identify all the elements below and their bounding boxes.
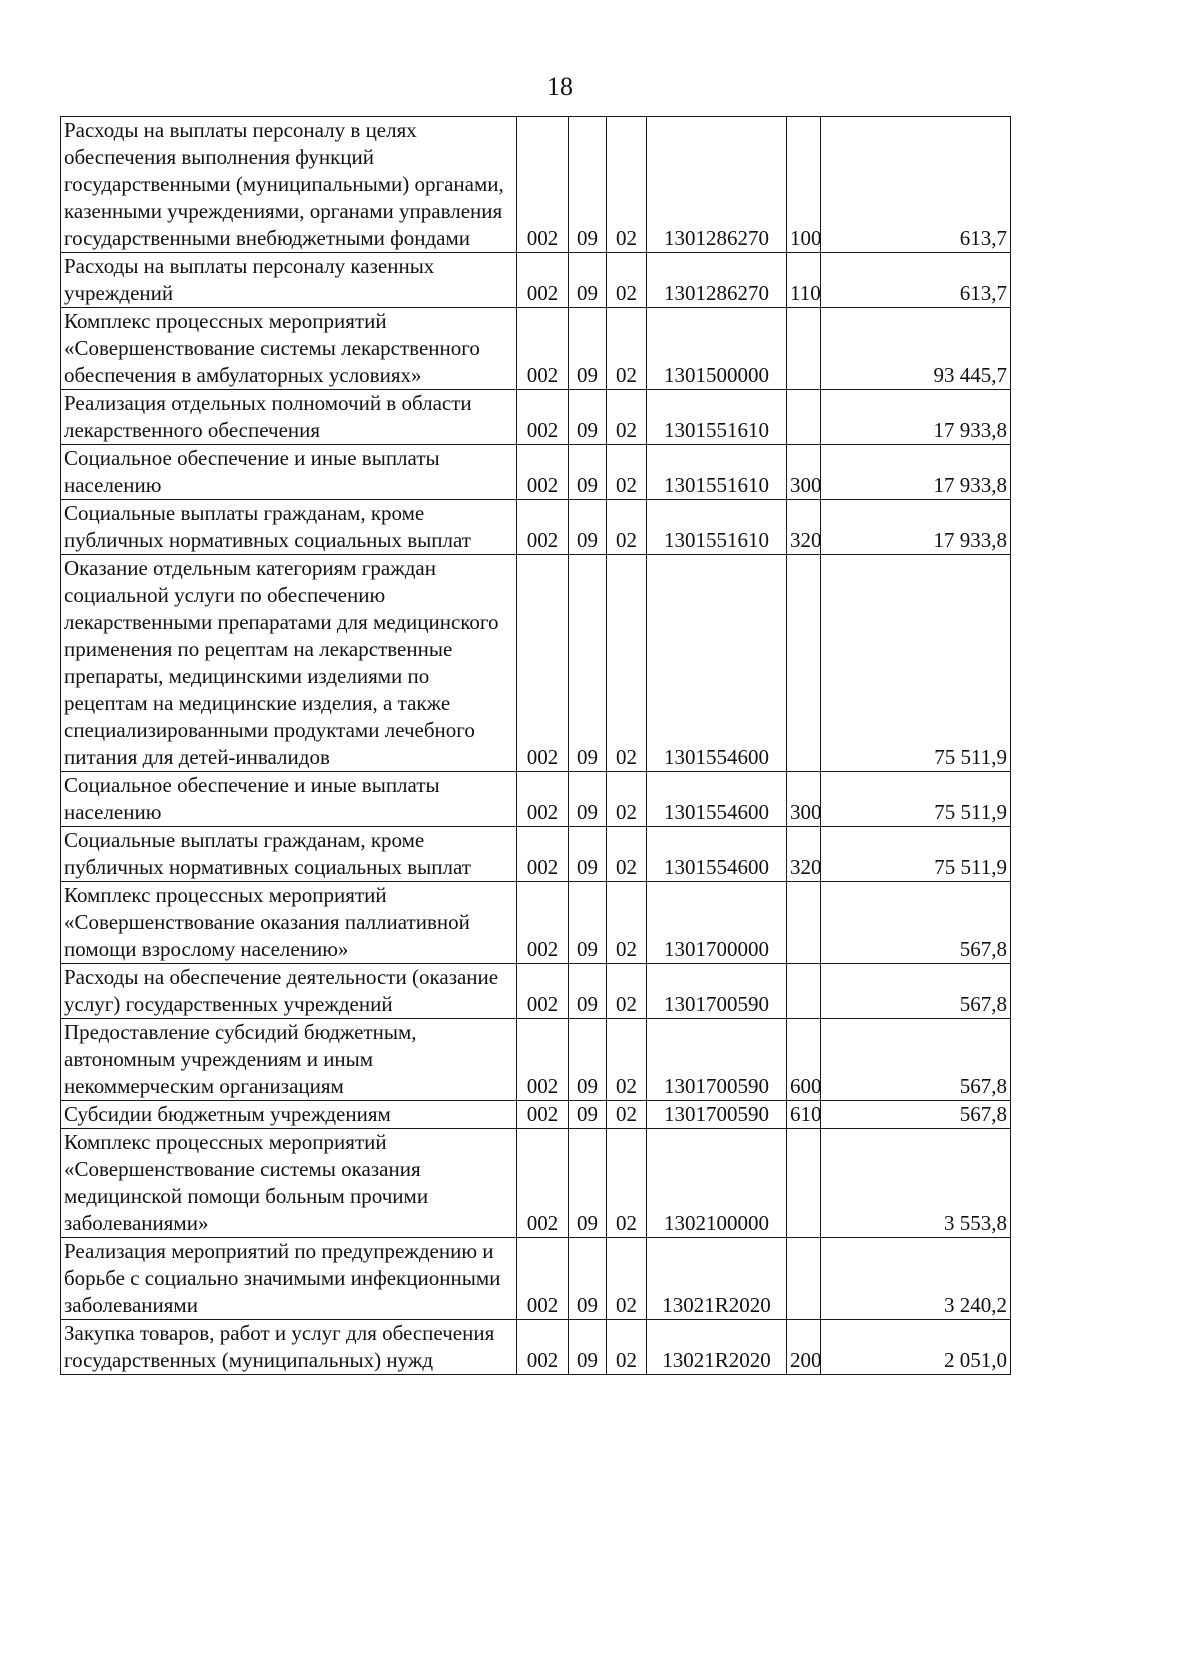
- row-name: Комплекс процессных мероприятий «Совершенствование системы лекарственного обеспечения в амбулаторных условиях»: [61, 308, 517, 390]
- row-name: Социальные выплаты гражданам, кроме публичных нормативных социальных выплат: [61, 500, 517, 555]
- row-name: Расходы на выплаты персоналу в целях обеспечения выполнения функций государственными (муниципальными) органами, казенными учреждениями, органами управления государственными внебюджетными фондами: [61, 117, 517, 253]
- table-row: [61, 964, 1011, 1019]
- row-grbs-code: 002: [517, 1101, 569, 1129]
- table-row: [61, 882, 1011, 964]
- row-grbs-code: 002: [517, 772, 569, 827]
- row-amount: 93 445,7: [821, 308, 1011, 390]
- row-subsection-code: 02: [607, 772, 647, 827]
- row-subsection-code: 02: [607, 882, 647, 964]
- row-expense-type: 320: [787, 500, 821, 555]
- row-expense-type: 320: [787, 827, 821, 882]
- row-subsection-code: 02: [607, 253, 647, 308]
- row-target-article: 1301700590: [647, 964, 787, 1019]
- row-section-code: 09: [569, 964, 607, 1019]
- table-row: [61, 445, 1011, 500]
- row-expense-type: [787, 390, 821, 445]
- row-target-article: 1301551610: [647, 500, 787, 555]
- row-name: Реализация отдельных полномочий в области лекарственного обеспечения: [61, 390, 517, 445]
- row-section-code: 09: [569, 253, 607, 308]
- table-row: [61, 1019, 1011, 1101]
- table-row: [61, 1101, 1011, 1129]
- row-amount: 613,7: [821, 117, 1011, 253]
- table-row: [61, 390, 1011, 445]
- row-expense-type: 100: [787, 117, 821, 253]
- row-target-article: 1301551610: [647, 390, 787, 445]
- row-target-article: 1301700590: [647, 1101, 787, 1129]
- row-subsection-code: 02: [607, 1320, 647, 1375]
- row-target-article: 1301554600: [647, 555, 787, 772]
- row-section-code: 09: [569, 1019, 607, 1101]
- table-row: [61, 308, 1011, 390]
- table-row: [61, 253, 1011, 308]
- row-amount: 17 933,8: [821, 390, 1011, 445]
- row-amount: 567,8: [821, 1019, 1011, 1101]
- page-number: 18: [547, 72, 573, 101]
- row-section-code: 09: [569, 772, 607, 827]
- row-subsection-code: 02: [607, 964, 647, 1019]
- row-grbs-code: 002: [517, 827, 569, 882]
- row-target-article: 1301500000: [647, 308, 787, 390]
- row-expense-type: [787, 308, 821, 390]
- row-section-code: 09: [569, 882, 607, 964]
- row-grbs-code: 002: [517, 308, 569, 390]
- row-grbs-code: 002: [517, 390, 569, 445]
- row-expense-type: 600: [787, 1019, 821, 1101]
- row-subsection-code: 02: [607, 1019, 647, 1101]
- row-expense-type: 110: [787, 253, 821, 308]
- row-name: Расходы на выплаты персоналу казенных учреждений: [61, 253, 517, 308]
- row-expense-type: 610: [787, 1101, 821, 1129]
- row-name: Субсидии бюджетным учреждениям: [61, 1101, 517, 1129]
- row-expense-type: [787, 555, 821, 772]
- row-target-article: 1301286270: [647, 117, 787, 253]
- row-section-code: 09: [569, 1101, 607, 1129]
- row-name: Социальное обеспечение и иные выплаты населению: [61, 772, 517, 827]
- row-expense-type: [787, 882, 821, 964]
- row-subsection-code: 02: [607, 555, 647, 772]
- row-name: Закупка товаров, работ и услуг для обеспечения государственных (муниципальных) нужд: [61, 1320, 517, 1375]
- row-subsection-code: 02: [607, 500, 647, 555]
- row-target-article: 1301700000: [647, 882, 787, 964]
- row-expense-type: [787, 1129, 821, 1238]
- row-grbs-code: 002: [517, 882, 569, 964]
- row-target-article: 1301551610: [647, 445, 787, 500]
- row-section-code: 09: [569, 445, 607, 500]
- row-section-code: 09: [569, 1238, 607, 1320]
- row-section-code: 09: [569, 1129, 607, 1238]
- row-grbs-code: 002: [517, 445, 569, 500]
- row-amount: 613,7: [821, 253, 1011, 308]
- row-name: Расходы на обеспечение деятельности (оказание услуг) государственных учреждений: [61, 964, 517, 1019]
- row-amount: 567,8: [821, 1101, 1011, 1129]
- table-row: [61, 1320, 1011, 1375]
- row-grbs-code: 002: [517, 1320, 569, 1375]
- row-section-code: 09: [569, 390, 607, 445]
- row-expense-type: [787, 1238, 821, 1320]
- row-expense-type: [787, 964, 821, 1019]
- row-subsection-code: 02: [607, 308, 647, 390]
- row-amount: 567,8: [821, 964, 1011, 1019]
- row-amount: 3 553,8: [821, 1129, 1011, 1238]
- row-target-article: 1301554600: [647, 827, 787, 882]
- row-amount: 75 511,9: [821, 555, 1011, 772]
- table-row: [61, 1238, 1011, 1320]
- row-name: Оказание отдельным категориям граждан социальной услуги по обеспечению лекарственными препаратами для медицинского применения по рецептам на лекарственные препараты, медицинскими изделиями по рецептам на медицинские изделия, а также специализированными продуктами лечебного питания для детей-инвалидов: [61, 555, 517, 772]
- row-target-article: 1302100000: [647, 1129, 787, 1238]
- row-expense-type: 300: [787, 772, 821, 827]
- row-subsection-code: 02: [607, 1238, 647, 1320]
- row-amount: 567,8: [821, 882, 1011, 964]
- table-row: [61, 1129, 1011, 1238]
- row-name: Социальное обеспечение и иные выплаты населению: [61, 445, 517, 500]
- row-expense-type: 200: [787, 1320, 821, 1375]
- row-grbs-code: 002: [517, 1238, 569, 1320]
- table-row: [61, 500, 1011, 555]
- row-expense-type: 300: [787, 445, 821, 500]
- row-name: Предоставление субсидий бюджетным, автономным учреждениям и иным некоммерческим организациям: [61, 1019, 517, 1101]
- row-grbs-code: 002: [517, 964, 569, 1019]
- row-name: Комплекс процессных мероприятий «Совершенствование оказания паллиативной помощи взрослому населению»: [61, 882, 517, 964]
- table-row: [61, 117, 1011, 253]
- row-amount: 17 933,8: [821, 445, 1011, 500]
- row-amount: 75 511,9: [821, 827, 1011, 882]
- row-section-code: 09: [569, 117, 607, 253]
- row-target-article: 1301700590: [647, 1019, 787, 1101]
- row-amount: 3 240,2: [821, 1238, 1011, 1320]
- row-grbs-code: 002: [517, 1019, 569, 1101]
- row-section-code: 09: [569, 555, 607, 772]
- row-grbs-code: 002: [517, 555, 569, 772]
- row-subsection-code: 02: [607, 1129, 647, 1238]
- row-grbs-code: 002: [517, 1129, 569, 1238]
- table-row: [61, 827, 1011, 882]
- row-section-code: 09: [569, 1320, 607, 1375]
- row-section-code: 09: [569, 308, 607, 390]
- row-section-code: 09: [569, 500, 607, 555]
- row-target-article: 13021R2020: [647, 1238, 787, 1320]
- table-row: [61, 772, 1011, 827]
- row-name: Комплекс процессных мероприятий «Совершенствование системы оказания медицинской помощи больным прочими заболеваниями»: [61, 1129, 517, 1238]
- row-subsection-code: 02: [607, 827, 647, 882]
- row-target-article: 1301286270: [647, 253, 787, 308]
- row-amount: 75 511,9: [821, 772, 1011, 827]
- row-name: Реализация мероприятий по предупреждению и борьбе с социально значимыми инфекционными заболеваниями: [61, 1238, 517, 1320]
- row-target-article: 13021R2020: [647, 1320, 787, 1375]
- row-target-article: 1301554600: [647, 772, 787, 827]
- budget-table-body: [61, 117, 1011, 1375]
- row-name: Социальные выплаты гражданам, кроме публичных нормативных социальных выплат: [61, 827, 517, 882]
- row-amount: 17 933,8: [821, 500, 1011, 555]
- row-grbs-code: 002: [517, 253, 569, 308]
- row-grbs-code: 002: [517, 500, 569, 555]
- table-row: [61, 555, 1011, 772]
- budget-table: [60, 116, 1011, 1375]
- row-section-code: 09: [569, 827, 607, 882]
- row-grbs-code: 002: [517, 117, 569, 253]
- row-subsection-code: 02: [607, 445, 647, 500]
- row-amount: 2 051,0: [821, 1320, 1011, 1375]
- row-subsection-code: 02: [607, 117, 647, 253]
- row-subsection-code: 02: [607, 390, 647, 445]
- row-subsection-code: 02: [607, 1101, 647, 1129]
